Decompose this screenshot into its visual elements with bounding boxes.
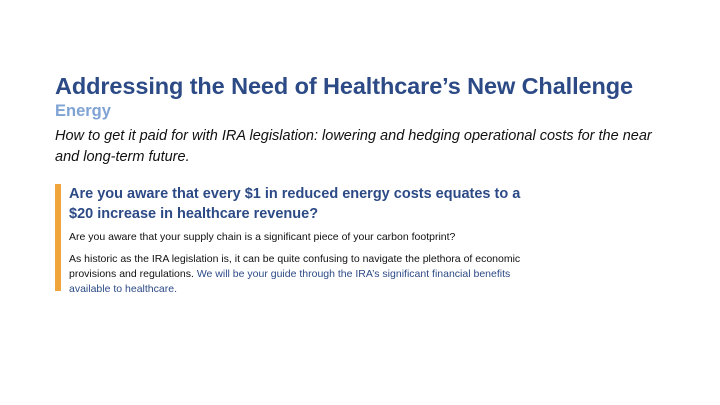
slide-subtitle: Energy (55, 102, 111, 120)
slide-tagline: How to get it paid for with IRA legislation: lowering and hedging operational costs for the near and long-term future. (55, 128, 652, 165)
ira-paragraph-part2: We will be your guide through the IRA’s significant financial benefits available to healthcare. (69, 268, 511, 295)
callout-body (69, 184, 539, 297)
supply-chain-text: Are you aware that your supply chain is a significant piece of your carbon footprint? (69, 231, 456, 243)
callout-accent-bar (55, 184, 61, 291)
ira-paragraph-part1: As historic as the IRA legislation is, it can be quite confusing to navigate the plethora of economic provisions and regulations. (69, 253, 521, 280)
slide-title: Addressing the Need of Healthcare’s New Challenge (55, 73, 633, 99)
callout-box (55, 184, 555, 295)
ira-paragraph (69, 252, 539, 297)
callout-question: Are you aware that every $1 in reduced energy costs equates to a $20 increase in healthcare revenue? (69, 186, 521, 222)
